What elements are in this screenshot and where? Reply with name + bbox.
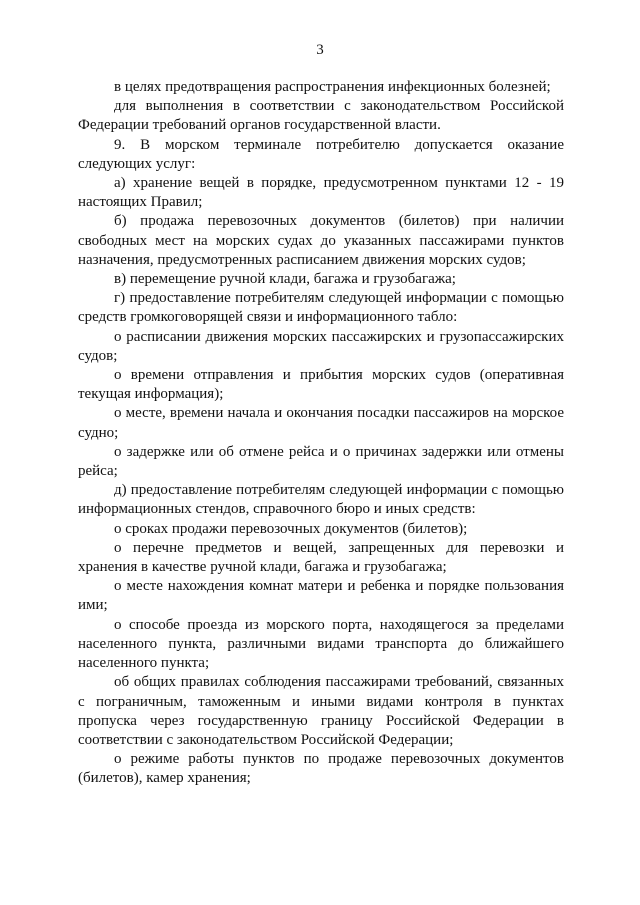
paragraph: о способе проезда из морского порта, находящегося за пределами населенного пункта, различными видами транспорта до ближайшего населенного пункта; (78, 616, 564, 672)
paragraph: о расписании движения морских пассажирских и грузопассажирских судов; (78, 328, 564, 364)
paragraph: б) продажа перевозочных документов (билетов) при наличии свободных мест на морских судах до указанных пассажирами пунктов назначения, предусмотренных расписанием движения морских судов; (78, 213, 564, 268)
paragraph: а) хранение вещей в порядке, предусмотренном пунктами 12 - 19 настоящих Правил; (78, 175, 564, 211)
paragraph: для выполнения в соответствии с законодательством Российской Федерации требований органов государственной власти. (78, 98, 564, 134)
paragraph: в целях предотвращения распространения инфекционных болезней; (114, 79, 551, 95)
paragraph: об общих правилах соблюдения пассажирами требований, связанных с пограничным, таможенным и иными видами контроля в пунктах пропуска через государственную границу Российской Федерации в соответствии с законодательством Российской Федерации; (78, 674, 564, 748)
paragraph: о перечне предметов и вещей, запрещенных для перевозки и хранения в качестве ручной клади, багажа и грузобагажа; (78, 539, 564, 576)
document-body (78, 78, 564, 789)
paragraph: д) предоставление потребителям следующей информации с помощью информационных стендов, справочного бюро и иных средств: (78, 482, 564, 518)
paragraph: о режиме работы пунктов по продаже перевозочных документов (билетов), камер хранения; (78, 751, 564, 787)
paragraph: г) предоставление потребителям следующей информации с помощью средств громкоговорящей связи и информационного табло: (78, 290, 564, 326)
paragraph: о задержке или об отмене рейса и о причинах задержки или отмены рейса; (78, 443, 564, 480)
paragraph: о сроках продажи перевозочных документов (билетов); (114, 520, 468, 537)
paragraph: 9. В морском терминале потребителю допускается оказание следующих услуг: (78, 136, 564, 172)
page-number: 3 (316, 42, 324, 58)
paragraph: о времени отправления и прибытия морских судов (оперативная текущая информация); (78, 367, 564, 403)
paragraph: в) перемещение ручной клади, багажа и грузобагажа; (114, 271, 456, 288)
paragraph: о месте нахождения комнат матери и ребенка и порядке пользования ими; (78, 578, 564, 614)
paragraph: о месте, времени начала и окончания посадки пассажиров на морское судно; (78, 405, 564, 441)
